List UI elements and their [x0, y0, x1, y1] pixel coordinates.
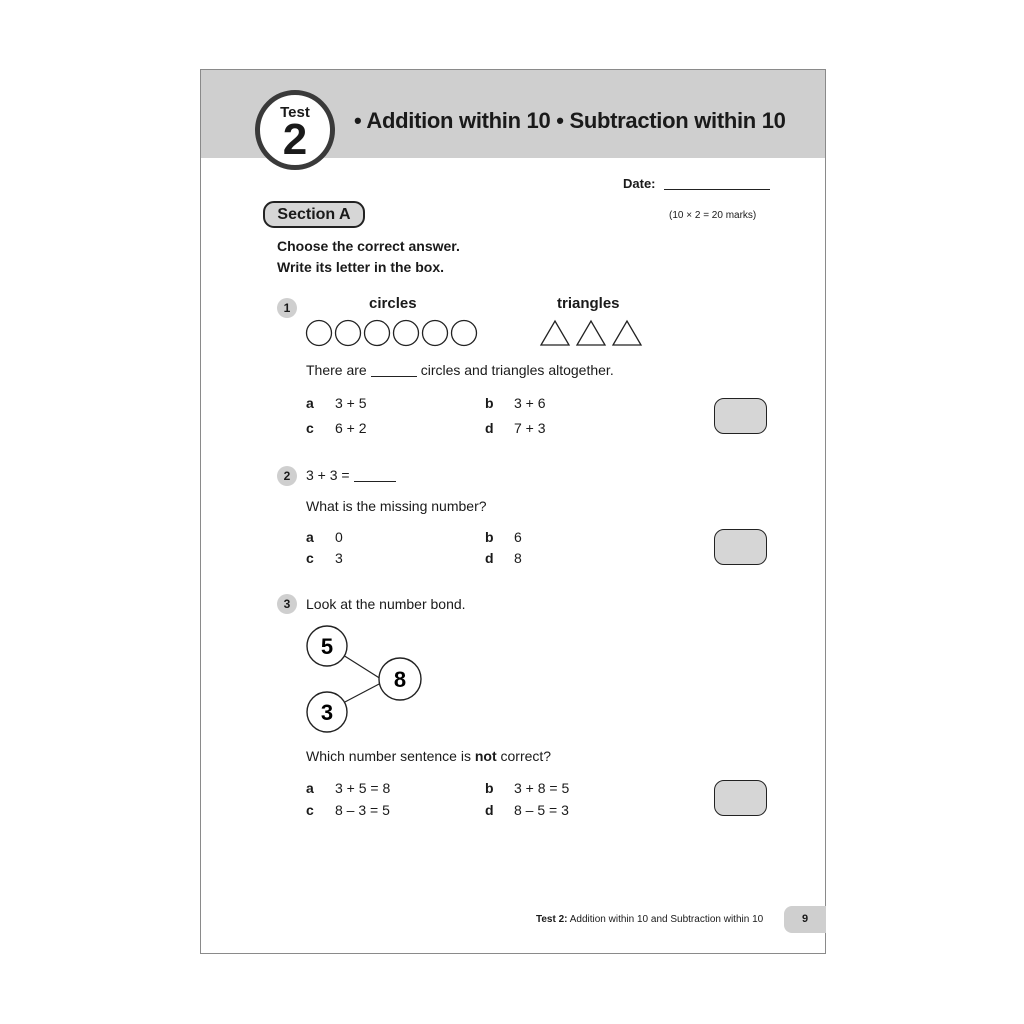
q1-option-d-letter: d — [485, 420, 494, 436]
q1-option-c-value: 6 + 2 — [335, 420, 367, 436]
bond-whole: 8 — [393, 667, 407, 692]
q3-option-a-letter: a — [306, 780, 314, 796]
q3-option-b-value: 3 + 8 = 5 — [514, 780, 570, 796]
q3-option-d-value: 8 – 5 = 3 — [514, 802, 569, 818]
page-number: 9 — [784, 906, 826, 933]
q3-option-d-letter: d — [485, 802, 494, 818]
number-bond-diagram — [201, 70, 827, 750]
q3-option-a-value: 3 + 5 = 8 — [335, 780, 391, 796]
q2-option-a-value: 0 — [335, 529, 343, 545]
q2-option-b-letter: b — [485, 529, 494, 545]
bond-part-top: 5 — [320, 634, 334, 659]
question-2-number: 2 — [277, 466, 297, 486]
footer-bold: Test 2: — [536, 914, 568, 925]
q3-option-b-letter: b — [485, 780, 494, 796]
q1-option-d-value: 7 + 3 — [514, 420, 546, 436]
label-circles: circles — [369, 295, 417, 312]
prompt-before: Which number sentence is — [306, 748, 471, 764]
page-title: • Addition within 10 • Subtraction within 10 — [354, 108, 786, 133]
q1-option-c-letter: c — [306, 420, 314, 436]
label-triangles: triangles — [557, 295, 620, 312]
stem-after: circles and triangles altogether. — [420, 362, 614, 378]
q2-option-c-letter: c — [306, 550, 314, 566]
q3-answer-box[interactable] — [714, 780, 767, 816]
instruction-line-2: Write its letter in the box. — [277, 259, 444, 275]
equation-text: 3 + 3 = — [306, 467, 350, 483]
prompt-bold: not — [474, 748, 497, 764]
q2-option-a-letter: a — [306, 529, 314, 545]
question-2-prompt: What is the missing number? — [306, 498, 487, 514]
section-label: Section A — [263, 201, 365, 228]
q2-option-d-letter: d — [485, 550, 494, 566]
date-label: Date: — [623, 176, 656, 191]
prompt-after: correct? — [500, 748, 552, 764]
bond-link-bottom — [343, 683, 381, 703]
instruction-line-1: Choose the correct answer. — [277, 238, 460, 254]
q2-option-d-value: 8 — [514, 550, 522, 566]
q2-option-c-value: 3 — [335, 550, 343, 566]
page-footer — [536, 914, 763, 925]
q2-option-b-value: 6 — [514, 529, 522, 545]
question-3-number: 3 — [277, 594, 297, 614]
q3-option-c-letter: c — [306, 802, 314, 818]
question-3-prompt — [306, 748, 551, 764]
q1-option-a-value: 3 + 5 — [335, 395, 367, 411]
q1-option-a-letter: a — [306, 395, 314, 411]
q1-option-b-value: 3 + 6 — [514, 395, 546, 411]
q3-option-c-value: 8 – 3 = 5 — [335, 802, 390, 818]
bond-part-bottom: 3 — [320, 700, 334, 725]
question-3-stem: Look at the number bond. — [306, 596, 466, 612]
stem-before: There are — [306, 362, 367, 378]
marks-info: (10 × 2 = 20 marks) — [669, 210, 757, 221]
worksheet-page — [200, 69, 826, 954]
test-word: Test — [280, 104, 310, 121]
test-number: 2 — [282, 115, 308, 164]
bond-link-top — [343, 655, 381, 679]
question-1-number: 1 — [277, 298, 297, 318]
footer-text: Addition within 10 and Subtraction within 10 — [569, 914, 764, 925]
q1-option-b-letter: b — [485, 395, 494, 411]
